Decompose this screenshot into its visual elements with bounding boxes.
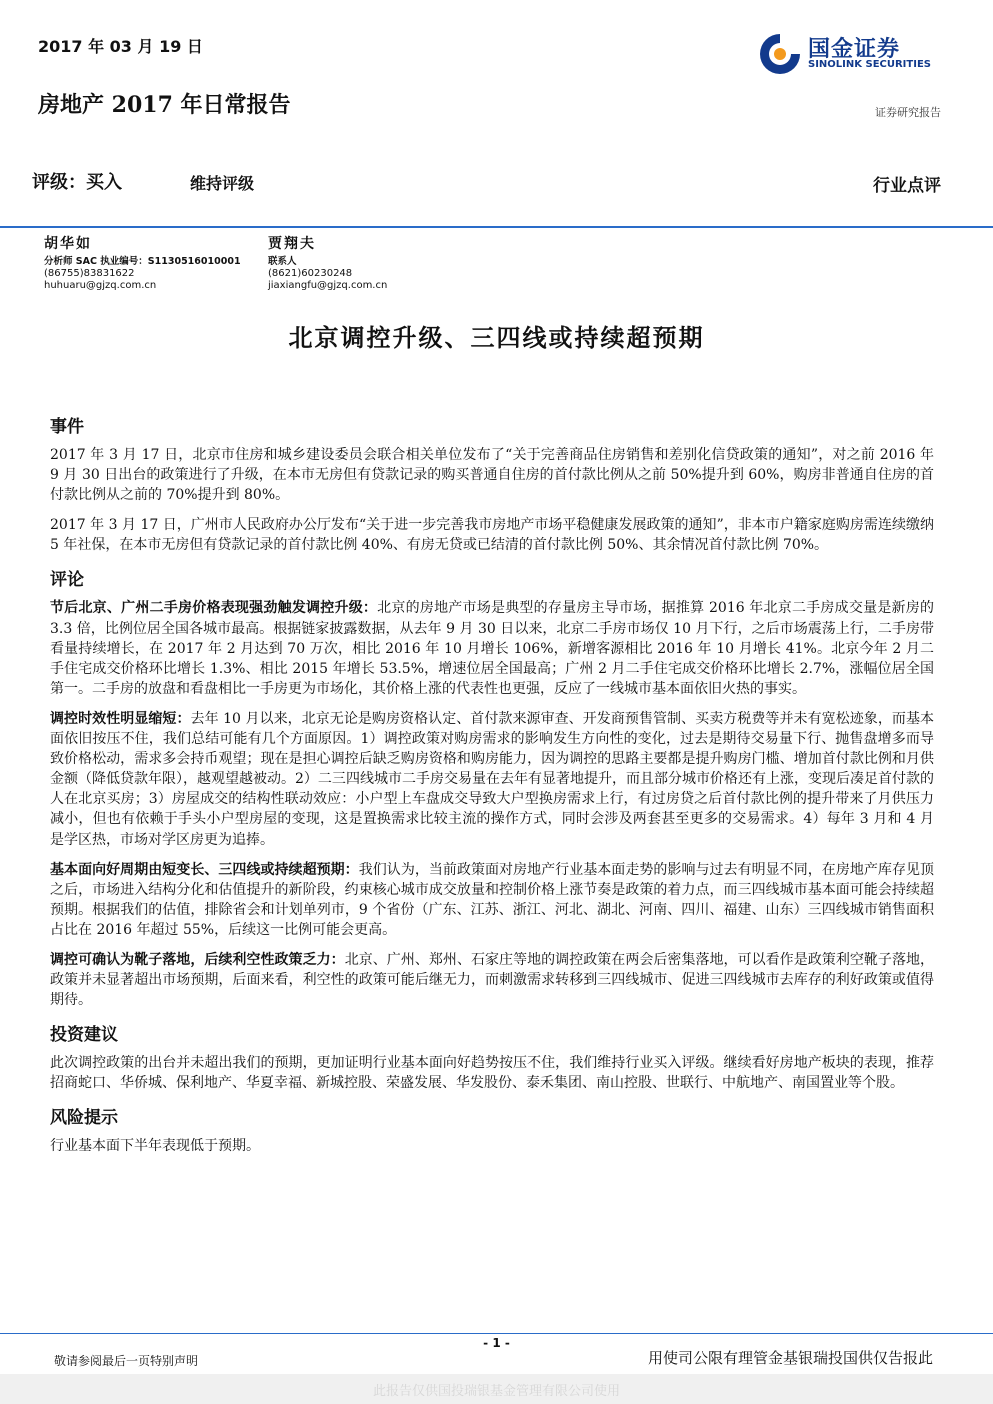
event-paragraph: 2017 年 3 月 17 日，广州市人民政府办公厅发布“关于进一步完善我市房地产市场平稳健康发展政策的通知”，非本市户籍家庭购房需连续缴纳 5 年社保，在本市无房但有贷款记录的首付款比例 40%、有房无贷或已结清的首付款比例 50%、其余情况首付款比例 70%。 [50, 517, 934, 554]
logo-name-en: SINOLINK SECURITIES [808, 59, 931, 70]
analyst-block [268, 238, 387, 292]
analyst-role: 联系人 [268, 256, 297, 267]
analyst-phone: (8621)60230248 [268, 268, 353, 279]
rating-keep: 维持评级 [190, 174, 255, 193]
comment-paragraph [50, 709, 934, 850]
footer-distribution: 用使司公限有理管金基银瑞投国供仅告报此 [647, 1349, 933, 1367]
report-type: 证券研究报告 [875, 106, 941, 119]
comment-lead: 调控可确认为靴子落地，后续利空性政策乏力： [50, 951, 345, 968]
comment-lead: 调控时效性明显缩短： [50, 710, 191, 727]
watermark: 此报告仅供国投瑞银基金管理有限公司使用 [372, 1384, 620, 1399]
report-title: 房地产 2017 年日常报告 [38, 92, 291, 118]
analyst-block [44, 238, 241, 292]
invest-paragraph: 此次调控政策的出台并未超出我们的预期，更加证明行业基本面向好趋势按压不住，我们维持行业买入评级。继续看好房地产板块的表现，推荐招商蛇口、华侨城、保利地产、华夏幸福、新城控股、荣盛发展、华发股份、泰禾集团、南山控股、世联行、中航地产、南国置业等个股。 [50, 1055, 934, 1092]
logo-name-cn: 国金证券 [808, 37, 901, 62]
analyst-cert: 分析师 SAC 执业编号：S1130516010001 [44, 256, 241, 267]
comment-lead: 基本面向好周期由短变长、三四线或持续超预期： [50, 861, 359, 878]
page-number: - 1 - [483, 1336, 510, 1350]
comment-lead: 节后北京、广州二手房价格表现强劲触发调控升级： [50, 600, 378, 617]
comment-paragraph [50, 860, 934, 940]
rating: 评级：买入 [32, 172, 122, 193]
comment-paragraph [50, 950, 934, 1010]
risk-paragraph: 行业基本面下半年表现低于预期。 [50, 1138, 260, 1155]
footer-notice: 敬请参阅最后一页特别声明 [54, 1354, 199, 1368]
section-heading-risk: 风险提示 [50, 1108, 118, 1129]
comment-text: 北京、广州、郑州、石家庄等地的调控政策在两会后密集落地，可以看作是政策利空靴子落地，政策并未显著超出市场预期，后面来看，利空性的政策可能后继无力，而刺激需求转移到三四线城市、促进三四线城市去库存的利好政策或值得期待。 [50, 951, 935, 1009]
footer-divider [0, 1333, 993, 1334]
analyst-phone: (86755)83831622 [44, 268, 135, 279]
comment-paragraph [50, 598, 934, 698]
section-heading-comment: 评论 [50, 570, 84, 591]
company-logo [758, 32, 948, 78]
main-title: 北京调控升级、三四线或持续超预期 [288, 323, 705, 352]
analyst-email[interactable]: huhuaru@gjzq.com.cn [44, 280, 157, 291]
report-body [50, 412, 934, 1167]
logo-mark-icon [758, 32, 802, 76]
section-heading-event: 事件 [50, 417, 84, 437]
event-paragraph: 2017 年 3 月 17 日，北京市住房和城乡建设委员会联合相关单位发布了“关于完善商品住房销售和差别化信贷政策的通知”，对之前 2016 年 9 月 30 日出台的政策进行了升级，在本市无房但有贷款记录的购买普通自住房的首付款比例从之前 50%提升到 60%，购房非普通自住房的首付款比例从之前的 70%提升到 80%。 [50, 447, 934, 504]
report-category: 行业点评 [873, 176, 941, 196]
report-date: 2017 年 03 月 19 日 [38, 37, 203, 56]
comment-text: 我们认为，当前政策面对房地产行业基本面走势的影响与过去有明显不同，在房地产库存见顶之后，市场进入结构分化和估值提升的新阶段，约束核心城市成交放量和控制价格上涨节奏是政策的着力点，而三四线城市基本面可能会持续超预期。根据我们的估值，排除省会和计划单列市，9 个省份（广东、江苏、浙江、河北、湖北、河南、四川、福建、山东）三四线城市销售面积占比在 2016 年超过 55%，后续这一比例可能会更高。 [50, 861, 935, 938]
comment-text: 北京的房地产市场是典型的存量房主导市场，据推算 2016 年北京二手房成交量是新房的 3.3 倍，比例位居全国各城市最高。根据链家披露数据，从去年 9 月 30 日以来，北京二手房市场仅 10 月下行，之后市场震荡上行，二手房带看量持续增长，在 2017 年 2 月达到 70 万次，相比 2016 年 10 月增长 106%，新增客源相比 2016 年 10 月增长 41%。北京今年 2 月二手住宅成交价格环比增长 1.3%、相比 2015 年增长 53.5%，增速位居全国最高；广州 2 月二手住宅成交价格环比增长 2.7%，涨幅位居全国第一。二手房的放盘和看盘相比一手房更为市场化，其价格上涨的代表性也更强，反应了一线城市基本面依旧火热的事实。 [50, 600, 935, 697]
analyst-email[interactable]: jiaxiangfu@gjzq.com.cn [268, 280, 388, 291]
header-divider [0, 226, 993, 228]
analyst-name: 贾翔夫 [268, 236, 316, 252]
analyst-name: 胡华如 [44, 236, 92, 252]
section-heading-invest: 投资建议 [50, 1025, 118, 1046]
comment-text: 去年 10 月以来，北京无论是购房资格认定、首付款来源审查、开发商预售管制、买卖方税费等并未有宽松迹象，而基本面依旧按压不住，我们总结可能有几个方面原因。1）调控政策对购房需求的影响发生方向性的变化，过去是期待交易量下行、抛售盘增多而导致价格松动，需求多会持币观望；现在是担心调控后缺乏购房资格和购房能力，因为调控的思路主要都是提升购房门槛、增加首付款比例和月供金额（降低贷款年限），越观望越被动。2）二三四线城市二手房交易量在去年有显著地提升，而且部分城市价格还有上涨，变现后凑足首付款的人在北京买房；3）房屋成交的结构性联动效应：小户型上车盘成交导致大户型换房需求上行，有过房贷之后首付款比例的提升带来了月供压力减小，但也有依赖于手头小户型房屋的变现，这是置换需求比较主流的操作方式，同时会涉及两套甚至更多的交易需求。4）每年 3 月和 4 月是学区热，市场对学区房更为追捧。 [50, 710, 934, 848]
